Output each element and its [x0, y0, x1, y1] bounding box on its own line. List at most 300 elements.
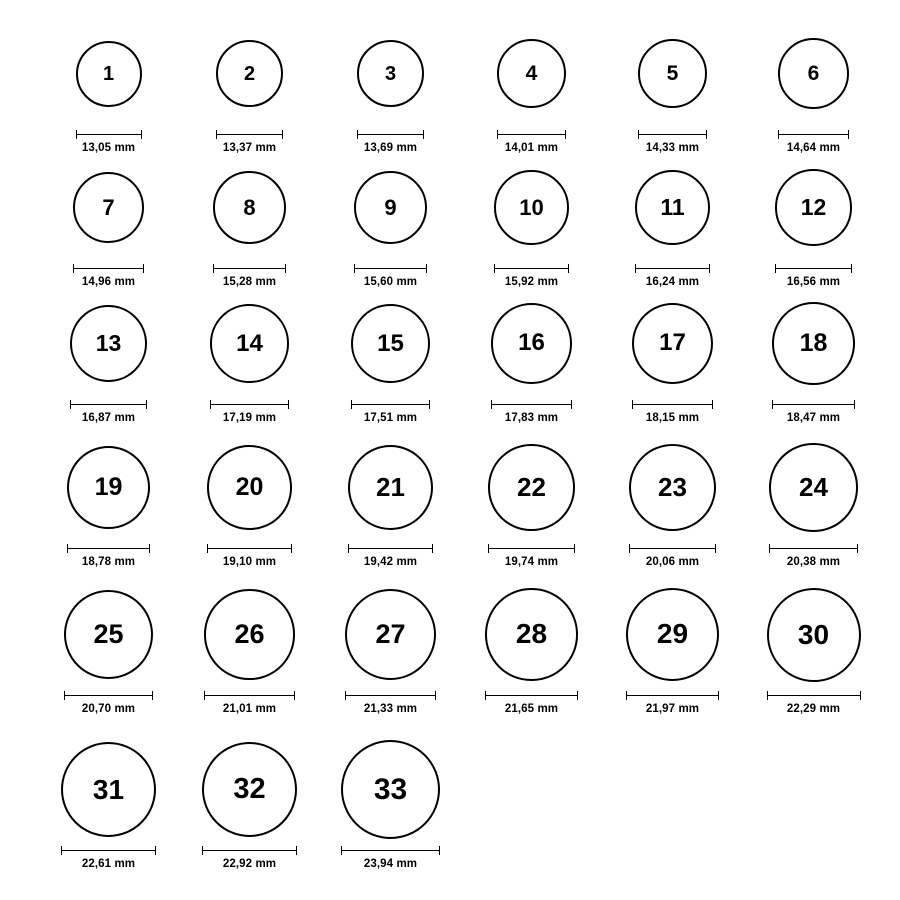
ring-size-number: 33 [373, 772, 408, 806]
measure-tick-right [291, 544, 292, 553]
diameter-measure-bar [213, 264, 286, 273]
ring-size-cell [320, 583, 461, 715]
ring-size-number: 32 [233, 773, 266, 805]
measure-line [354, 268, 428, 269]
measure-tick-left [772, 400, 773, 409]
ring-circle-wrap [320, 583, 461, 686]
diameter-label: 18,78 mm [81, 556, 136, 568]
ring-size-number: 25 [93, 618, 124, 649]
diameter-label: 21,65 mm [504, 703, 559, 715]
ring-size-cell [320, 156, 461, 288]
measure-tick-right [429, 400, 430, 409]
ring-size-cell [38, 156, 179, 288]
ring-row [0, 738, 900, 870]
diameter-measure-bar [216, 130, 283, 139]
measure-tick-right [718, 691, 719, 700]
diameter-measure-bar [348, 544, 433, 553]
ring-size-number: 11 [660, 194, 685, 220]
diameter-label: 16,24 mm [645, 276, 700, 288]
ring-size-cell [38, 738, 179, 870]
diameter-label: 14,64 mm [786, 142, 841, 154]
measure-tick-left [341, 846, 342, 855]
ring-size-number: 31 [92, 773, 125, 805]
ring-size-number: 27 [375, 618, 406, 649]
measure-tick-right [854, 400, 855, 409]
measure-tick-left [351, 400, 352, 409]
measure-tick-left [635, 264, 636, 273]
measure-tick-right [296, 846, 297, 855]
measure-tick-left [202, 846, 203, 855]
diameter-measure-bar [204, 691, 294, 700]
ring-size-number: 20 [235, 472, 264, 501]
ring-size-cell [38, 583, 179, 715]
measure-line [629, 548, 716, 549]
measure-tick-right [141, 130, 142, 139]
measure-line [348, 548, 433, 549]
ring-circle [769, 443, 857, 531]
ring-circle [61, 742, 156, 837]
ring-size-cell [461, 156, 602, 288]
ring-circle-wrap [743, 583, 884, 686]
diameter-measure-bar [61, 846, 156, 855]
ring-circle [494, 170, 569, 245]
diameter-label: 16,87 mm [81, 412, 136, 424]
measure-tick-right [439, 846, 440, 855]
ring-size-cell [743, 292, 884, 424]
diameter-label: 23,94 mm [363, 858, 418, 870]
ring-size-number: 30 [797, 618, 830, 650]
ring-circle [775, 169, 852, 246]
measure-tick-right [715, 544, 716, 553]
ring-circle-wrap [743, 292, 884, 395]
measure-tick-left [491, 400, 492, 409]
measure-tick-right [143, 264, 144, 273]
measure-line [70, 404, 148, 405]
measure-line [494, 268, 569, 269]
measure-line [767, 695, 861, 696]
diameter-label: 15,60 mm [363, 276, 418, 288]
ring-size-cell [602, 156, 743, 288]
ring-size-cell [38, 292, 179, 424]
ring-size-number: 21 [376, 472, 405, 503]
ring-size-cell [743, 22, 884, 154]
measure-line [635, 268, 711, 269]
diameter-label: 19,10 mm [222, 556, 277, 568]
ring-size-cell [179, 738, 320, 870]
measure-tick-left [345, 691, 346, 700]
measure-line [775, 268, 852, 269]
measure-tick-left [632, 400, 633, 409]
measure-line [778, 134, 849, 135]
ring-size-number: 9 [384, 194, 397, 220]
ring-circle-wrap [38, 436, 179, 539]
diameter-measure-bar [70, 400, 148, 409]
ring-size-number: 28 [515, 618, 548, 650]
ring-size-number: 2 [243, 62, 256, 85]
measure-line [67, 548, 150, 549]
ring-circle-wrap [461, 436, 602, 539]
diameter-measure-bar [207, 544, 291, 553]
measure-tick-right [426, 264, 427, 273]
measure-tick-right [709, 264, 710, 273]
diameter-measure-bar [778, 130, 849, 139]
ring-circle-wrap [179, 583, 320, 686]
ring-circle [341, 740, 440, 839]
diameter-label: 17,19 mm [222, 412, 277, 424]
diameter-measure-bar [497, 130, 566, 139]
diameter-measure-bar [202, 846, 298, 855]
measure-line [491, 404, 571, 405]
diameter-label: 17,51 mm [363, 412, 418, 424]
ring-size-number: 4 [525, 62, 538, 85]
measure-line [351, 404, 431, 405]
ring-size-number: 10 [519, 194, 544, 220]
ring-size-number: 8 [243, 194, 256, 220]
ring-size-cell [179, 22, 320, 154]
ring-circle [767, 588, 861, 682]
measure-tick-right [288, 400, 289, 409]
diameter-measure-bar [494, 264, 569, 273]
measure-line [210, 404, 289, 405]
ring-size-cell [179, 583, 320, 715]
ring-size-cell [38, 436, 179, 568]
measure-tick-left [485, 691, 486, 700]
diameter-label: 20,06 mm [645, 556, 700, 568]
ring-circle [629, 444, 716, 531]
measure-tick-right [565, 130, 566, 139]
ring-size-cell [461, 583, 602, 715]
ring-size-cell [38, 22, 179, 154]
ring-size-cell [461, 292, 602, 424]
measure-line [772, 404, 854, 405]
measure-line [204, 695, 294, 696]
diameter-measure-bar [638, 130, 708, 139]
measure-tick-left [778, 130, 779, 139]
ring-circle [488, 444, 574, 530]
measure-line [216, 134, 283, 135]
ring-circle [70, 305, 148, 383]
ring-circle [354, 171, 428, 245]
ring-row [0, 156, 900, 288]
diameter-label: 22,92 mm [222, 858, 277, 870]
measure-tick-left [769, 544, 770, 553]
ring-circle-wrap [602, 292, 743, 395]
measure-line [213, 268, 286, 269]
diameter-measure-bar [629, 544, 716, 553]
measure-tick-left [204, 691, 205, 700]
diameter-measure-bar [351, 400, 431, 409]
measure-tick-right [423, 130, 424, 139]
measure-line [64, 695, 153, 696]
measure-tick-left [629, 544, 630, 553]
diameter-label: 14,96 mm [81, 276, 136, 288]
ring-circle-wrap [179, 22, 320, 125]
diameter-label: 15,28 mm [222, 276, 277, 288]
ring-size-cell [743, 156, 884, 288]
diameter-label: 13,37 mm [222, 142, 277, 154]
ring-circle [204, 589, 294, 679]
diameter-measure-bar [769, 544, 857, 553]
measure-tick-right [574, 544, 575, 553]
ring-circle-wrap [461, 292, 602, 395]
ring-circle-wrap [38, 156, 179, 259]
ring-size-cell [320, 22, 461, 154]
measure-tick-right [155, 846, 156, 855]
ring-size-cell [602, 436, 743, 568]
ring-size-cell [602, 583, 743, 715]
diameter-measure-bar [635, 264, 711, 273]
ring-size-number: 26 [234, 618, 265, 649]
ring-circle-wrap [743, 22, 884, 125]
ring-circle-wrap [179, 738, 320, 841]
measure-tick-right [294, 691, 295, 700]
measure-tick-left [497, 130, 498, 139]
ring-circle [207, 445, 291, 529]
ring-size-number: 14 [236, 329, 263, 357]
diameter-measure-bar [491, 400, 571, 409]
ring-size-cell [179, 156, 320, 288]
ring-row [0, 583, 900, 715]
ring-circle [67, 446, 150, 529]
measure-tick-right [568, 264, 569, 273]
diameter-measure-bar [67, 544, 150, 553]
ring-circle-wrap [179, 156, 320, 259]
diameter-label: 21,33 mm [363, 703, 418, 715]
diameter-label: 20,38 mm [786, 556, 841, 568]
ring-size-cell [179, 292, 320, 424]
ring-size-cell [602, 292, 743, 424]
measure-tick-left [67, 544, 68, 553]
measure-tick-left [213, 264, 214, 273]
measure-tick-left [73, 264, 74, 273]
measure-tick-left [216, 130, 217, 139]
ring-circle-wrap [743, 156, 884, 259]
diameter-label: 18,15 mm [645, 412, 700, 424]
measure-tick-right [149, 544, 150, 553]
measure-tick-right [146, 400, 147, 409]
measure-tick-right [851, 264, 852, 273]
diameter-measure-bar [772, 400, 854, 409]
ring-size-number: 6 [807, 62, 820, 85]
ring-size-number: 15 [377, 329, 404, 357]
ring-row [0, 22, 900, 154]
diameter-measure-bar [632, 400, 713, 409]
ring-size-number: 3 [384, 62, 397, 85]
diameter-label: 19,42 mm [363, 556, 418, 568]
measure-tick-left [70, 400, 71, 409]
ring-circle-wrap [602, 583, 743, 686]
ring-circle-wrap [320, 738, 461, 841]
ring-circle [73, 172, 145, 244]
ring-size-cell [320, 292, 461, 424]
ring-circle-wrap [38, 583, 179, 686]
measure-line [497, 134, 566, 135]
ring-circle [351, 304, 431, 384]
diameter-label: 13,05 mm [81, 142, 136, 154]
ring-circle [64, 590, 153, 679]
measure-tick-right [152, 691, 153, 700]
ring-size-number: 19 [94, 472, 123, 501]
ring-size-number: 7 [102, 194, 115, 220]
ring-circle-wrap [320, 22, 461, 125]
measure-tick-left [348, 544, 349, 553]
ring-size-number: 17 [659, 329, 686, 357]
diameter-measure-bar [341, 846, 440, 855]
ring-circle-wrap [461, 22, 602, 125]
measure-line [638, 134, 708, 135]
ring-circle [626, 588, 719, 681]
measure-tick-left [767, 691, 768, 700]
ring-size-number: 12 [800, 194, 827, 220]
measure-tick-right [577, 691, 578, 700]
ring-size-cell [461, 22, 602, 154]
measure-tick-right [706, 130, 707, 139]
measure-line [345, 695, 436, 696]
measure-tick-right [848, 130, 849, 139]
diameter-measure-bar [488, 544, 574, 553]
ring-circle [216, 40, 283, 107]
ring-circle-wrap [38, 738, 179, 841]
measure-line [626, 695, 719, 696]
ring-circle-wrap [461, 583, 602, 686]
diameter-label: 19,74 mm [504, 556, 559, 568]
ring-circle-wrap [602, 436, 743, 539]
measure-line [202, 850, 298, 851]
measure-line [632, 404, 713, 405]
measure-tick-left [207, 544, 208, 553]
measure-tick-left [626, 691, 627, 700]
ring-size-cell [320, 436, 461, 568]
measure-line [357, 134, 425, 135]
measure-tick-right [857, 544, 858, 553]
diameter-label: 22,61 mm [81, 858, 136, 870]
ring-circle-wrap [461, 156, 602, 259]
diameter-measure-bar [767, 691, 861, 700]
ring-size-number: 22 [517, 472, 546, 503]
ring-circle [632, 303, 713, 384]
ring-circle [76, 41, 142, 107]
diameter-measure-bar [626, 691, 719, 700]
ring-circle-wrap [320, 436, 461, 539]
diameter-label: 16,56 mm [786, 276, 841, 288]
ring-circle [778, 38, 849, 109]
measure-tick-left [61, 846, 62, 855]
ring-circle [348, 445, 433, 530]
measure-tick-left [488, 544, 489, 553]
diameter-label: 17,83 mm [504, 412, 559, 424]
ring-size-number: 16 [518, 329, 545, 357]
measure-tick-right [282, 130, 283, 139]
ring-circle-wrap [743, 436, 884, 539]
diameter-measure-bar [76, 130, 142, 139]
ring-size-cell [602, 22, 743, 154]
diameter-label: 13,69 mm [363, 142, 418, 154]
diameter-label: 18,47 mm [786, 412, 841, 424]
ring-circle-wrap [602, 156, 743, 259]
measure-line [61, 850, 156, 851]
ring-circle-wrap [179, 436, 320, 539]
measure-tick-left [775, 264, 776, 273]
measure-tick-right [860, 691, 861, 700]
ring-circle [202, 742, 298, 838]
ring-circle [345, 589, 436, 680]
measure-tick-right [571, 400, 572, 409]
measure-tick-right [285, 264, 286, 273]
ring-size-cell [743, 583, 884, 715]
ring-row [0, 292, 900, 424]
diameter-measure-bar [345, 691, 436, 700]
ring-circle [497, 39, 566, 108]
diameter-measure-bar [775, 264, 852, 273]
ring-circle [638, 39, 708, 109]
ring-circle-wrap [320, 156, 461, 259]
diameter-label: 14,01 mm [504, 142, 559, 154]
ring-size-number: 23 [658, 472, 687, 503]
diameter-label: 22,29 mm [786, 703, 841, 715]
diameter-label: 15,92 mm [504, 276, 559, 288]
ring-circle [772, 302, 854, 384]
diameter-measure-bar [64, 691, 153, 700]
diameter-measure-bar [357, 130, 425, 139]
ring-circle-wrap [602, 22, 743, 125]
measure-tick-left [76, 130, 77, 139]
measure-line [485, 695, 577, 696]
ring-size-number: 24 [799, 472, 828, 503]
measure-line [73, 268, 145, 269]
ring-size-cell [320, 738, 461, 870]
measure-tick-left [64, 691, 65, 700]
measure-line [488, 548, 574, 549]
ring-size-number: 29 [656, 618, 689, 650]
ring-size-number: 13 [95, 330, 122, 356]
measure-tick-right [432, 544, 433, 553]
measure-line [207, 548, 291, 549]
ring-circle [213, 171, 286, 244]
ring-size-cell [743, 436, 884, 568]
diameter-label: 21,01 mm [222, 703, 277, 715]
ring-circle [485, 588, 577, 680]
ring-circle-wrap [38, 292, 179, 395]
ring-size-cell [179, 436, 320, 568]
measure-tick-left [354, 264, 355, 273]
diameter-measure-bar [210, 400, 289, 409]
measure-tick-right [712, 400, 713, 409]
ring-circle-wrap [179, 292, 320, 395]
ring-circle [357, 40, 425, 108]
measure-tick-left [494, 264, 495, 273]
ring-circle [210, 304, 289, 383]
ring-circle [635, 170, 711, 246]
ring-circle [491, 303, 571, 383]
diameter-measure-bar [73, 264, 145, 273]
ring-size-number: 18 [799, 328, 828, 357]
ring-size-number: 1 [102, 62, 115, 85]
diameter-label: 14,33 mm [645, 142, 700, 154]
ring-size-cell [461, 436, 602, 568]
measure-line [341, 850, 440, 851]
diameter-label: 21,97 mm [645, 703, 700, 715]
ring-circle-wrap [38, 22, 179, 125]
measure-line [76, 134, 142, 135]
diameter-measure-bar [485, 691, 577, 700]
measure-line [769, 548, 857, 549]
measure-tick-right [435, 691, 436, 700]
measure-tick-left [210, 400, 211, 409]
ring-circle-wrap [320, 292, 461, 395]
ring-row [0, 436, 900, 568]
measure-tick-left [357, 130, 358, 139]
diameter-measure-bar [354, 264, 428, 273]
